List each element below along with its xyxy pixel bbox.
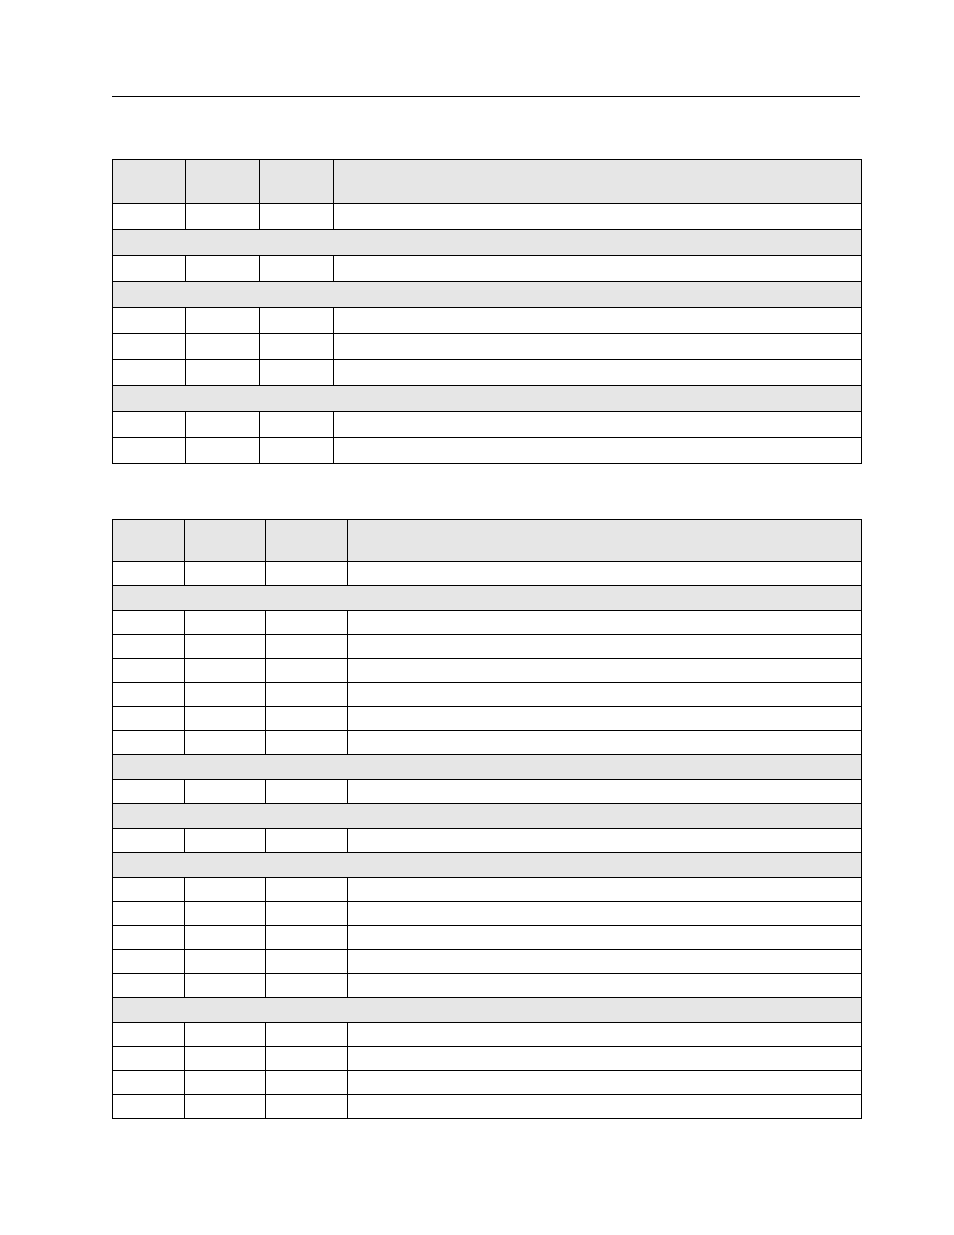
table-row	[113, 707, 862, 731]
table-cell	[348, 950, 862, 974]
table-cell	[186, 204, 260, 230]
table-cell	[348, 611, 862, 635]
table-cell	[113, 902, 185, 926]
table-cell	[113, 1047, 185, 1071]
header-rule	[112, 96, 860, 97]
table-cell	[260, 334, 334, 360]
table-cell	[113, 635, 185, 659]
table-cell	[334, 334, 862, 360]
table-row	[113, 562, 862, 586]
table-cell	[334, 256, 862, 282]
table-cell	[266, 878, 348, 902]
table-cell	[348, 1047, 862, 1071]
table-cell	[334, 360, 862, 386]
column-header	[260, 160, 334, 204]
table-row	[113, 829, 862, 853]
table-cell	[260, 204, 334, 230]
table-cell	[113, 1071, 185, 1095]
table-cell	[266, 659, 348, 683]
table-cell	[348, 731, 862, 755]
table-cell	[185, 878, 266, 902]
table-cell	[113, 438, 186, 464]
table-cell	[348, 926, 862, 950]
table-row	[113, 204, 862, 230]
table-cell	[186, 256, 260, 282]
table-cell	[348, 974, 862, 998]
table-cell	[185, 780, 266, 804]
table-cell	[260, 438, 334, 464]
table-cell	[266, 926, 348, 950]
table-cell	[266, 1023, 348, 1047]
table-cell	[266, 707, 348, 731]
table-cell	[348, 683, 862, 707]
table-2	[112, 519, 862, 1119]
table-cell	[113, 360, 186, 386]
table-cell	[113, 780, 185, 804]
table-cell	[113, 1095, 185, 1119]
section-label	[113, 755, 862, 780]
table-cell	[186, 412, 260, 438]
table-cell	[334, 204, 862, 230]
table-cell	[348, 1071, 862, 1095]
table-cell	[348, 707, 862, 731]
table-cell	[266, 731, 348, 755]
table-cell	[266, 635, 348, 659]
section-label	[113, 586, 862, 611]
table-cell	[185, 926, 266, 950]
table-row	[113, 256, 862, 282]
section-row	[113, 230, 862, 256]
table-cell	[266, 974, 348, 998]
table-cell	[113, 878, 185, 902]
table-row	[113, 731, 862, 755]
section-row	[113, 755, 862, 780]
table-cell	[185, 1095, 266, 1119]
table-cell	[348, 780, 862, 804]
table-cell	[348, 1095, 862, 1119]
table-cell	[266, 829, 348, 853]
table-cell	[334, 438, 862, 464]
table-cell	[113, 334, 186, 360]
table-cell	[260, 412, 334, 438]
table-cell	[185, 659, 266, 683]
table-cell	[266, 950, 348, 974]
table-cell	[113, 659, 185, 683]
table-cell	[113, 412, 186, 438]
table-cell	[113, 974, 185, 998]
table-cell	[113, 204, 186, 230]
table-cell	[260, 256, 334, 282]
column-header	[185, 520, 266, 562]
section-label	[113, 853, 862, 878]
table-cell	[185, 562, 266, 586]
table-cell	[186, 438, 260, 464]
table-row	[113, 635, 862, 659]
table-cell	[185, 829, 266, 853]
table-cell	[260, 360, 334, 386]
table-cell	[113, 562, 185, 586]
table-cell	[185, 974, 266, 998]
table-row	[113, 878, 862, 902]
table-cell	[260, 308, 334, 334]
table-row	[113, 438, 862, 464]
column-header	[334, 160, 862, 204]
table-row	[113, 611, 862, 635]
table-cell	[334, 412, 862, 438]
table-cell	[266, 902, 348, 926]
table-cell	[185, 731, 266, 755]
table-cell	[113, 731, 185, 755]
table-cell	[348, 902, 862, 926]
table-row	[113, 902, 862, 926]
table-cell	[186, 308, 260, 334]
table-cell	[266, 1095, 348, 1119]
table-row	[113, 926, 862, 950]
section-row	[113, 282, 862, 308]
table-cell	[185, 611, 266, 635]
table-cell	[266, 562, 348, 586]
table-cell	[185, 902, 266, 926]
table-row	[113, 1047, 862, 1071]
section-row	[113, 853, 862, 878]
table-row	[113, 1071, 862, 1095]
table-cell	[185, 707, 266, 731]
column-header	[113, 160, 186, 204]
table-cell	[113, 829, 185, 853]
section-row	[113, 586, 862, 611]
table-cell	[348, 562, 862, 586]
section-row	[113, 998, 862, 1023]
table-cell	[185, 635, 266, 659]
column-header	[113, 520, 185, 562]
table-cell	[334, 308, 862, 334]
table-cell	[113, 1023, 185, 1047]
table-cell	[113, 950, 185, 974]
table-cell	[348, 635, 862, 659]
column-header	[266, 520, 348, 562]
table-cell	[348, 878, 862, 902]
section-row	[113, 386, 862, 412]
table-row	[113, 683, 862, 707]
table-cell	[266, 611, 348, 635]
table-cell	[266, 683, 348, 707]
table-cell	[113, 707, 185, 731]
section-label	[113, 804, 862, 829]
section-label	[113, 998, 862, 1023]
table-row	[113, 412, 862, 438]
table-cell	[266, 1071, 348, 1095]
table-cell	[113, 308, 186, 334]
section-label	[113, 282, 862, 308]
table-cell	[348, 829, 862, 853]
table-cell	[266, 780, 348, 804]
table-row	[113, 974, 862, 998]
table-row	[113, 780, 862, 804]
table-cell	[113, 256, 186, 282]
column-header	[186, 160, 260, 204]
table-cell	[186, 334, 260, 360]
table-cell	[348, 1023, 862, 1047]
table-row	[113, 659, 862, 683]
table-cell	[185, 950, 266, 974]
table-row	[113, 308, 862, 334]
table-row	[113, 1023, 862, 1047]
table-cell	[113, 683, 185, 707]
table-cell	[266, 1047, 348, 1071]
table-cell	[348, 659, 862, 683]
section-row	[113, 804, 862, 829]
table-cell	[113, 611, 185, 635]
column-header	[348, 520, 862, 562]
table-row	[113, 334, 862, 360]
table-cell	[185, 1047, 266, 1071]
table-cell	[186, 360, 260, 386]
table-1	[112, 159, 862, 464]
section-label	[113, 230, 862, 256]
table-cell	[185, 1023, 266, 1047]
header-row	[113, 160, 862, 204]
table-row	[113, 950, 862, 974]
header-row	[113, 520, 862, 562]
table-cell	[185, 683, 266, 707]
table-row	[113, 1095, 862, 1119]
table-cell	[113, 926, 185, 950]
section-label	[113, 386, 862, 412]
table-cell	[185, 1071, 266, 1095]
table-row	[113, 360, 862, 386]
